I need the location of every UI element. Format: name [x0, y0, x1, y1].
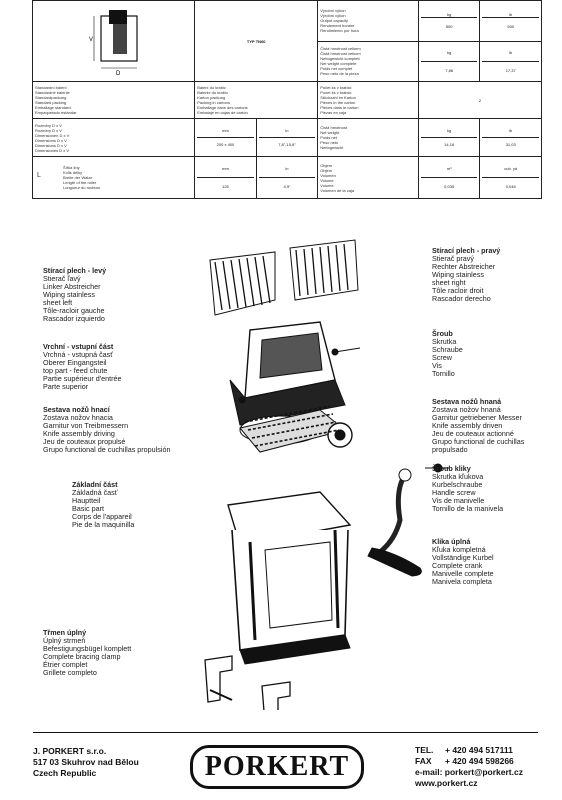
fax-value: + 420 494 598266: [445, 756, 514, 766]
wiper-right-icon: [290, 240, 358, 300]
label-screw: Šroub Skrutka Schraube Screw Vis Tornillo: [432, 329, 463, 378]
pieces-labels: Počet ks v krabici Počet ks v krabici Stückzahl im Karton Pieces in the carton Pièces dans le carton Piezas en caja: [318, 82, 419, 119]
carton-labels: Balení do krabic Balenie do krabíc Karton packung Packing in cartons Emballage dans des cartons Embalaje en cajas de cartón: [195, 82, 318, 119]
basic-part-icon: [228, 492, 350, 664]
label-wiper-left: Stírací plech - levý Stierač ľavý Linker Abstreicher Wiping stainless sheet left Tôle-racloir gauche Rascador izquierdo: [43, 266, 107, 323]
label-crank: Klika úplná Kľuka kompletná Vollständige Kurbel Complete crank Manivelle complete Manivela completa: [432, 537, 494, 586]
company-street: 517 03 Skuhrov nad Bělou: [33, 757, 139, 767]
gross-kg: kg 14,16: [418, 119, 480, 157]
porkert-logo: PORKERT: [190, 745, 364, 789]
contact-info: [415, 745, 523, 789]
width-labels: L Šířka tiny Kolik délky Breite der Walze Length of the roller Longueur du rouleau: [33, 157, 195, 199]
volume-labels: Objem Objem Volumen Volume Volume Volumen de la caja: [318, 157, 419, 199]
feed-chute-icon: [230, 322, 345, 425]
label-knife-driven: Sestava nožů hnaná Zostava nožov hnaná Garnitur getriebener Messer Knife assembly driven Jeu de couteaux actionné Grupo functional de cuchillas propulsado: [432, 397, 525, 454]
gross-lb: lb 31,03: [480, 119, 542, 157]
dimension-labels: Rozměry D x V Rozmery D x V Dimensionen D x V Dimensions D x V Dimensions D x V Dimensiones D x V: [33, 119, 195, 157]
width-mm: mm 125: [195, 157, 257, 199]
volume-m3: m³ 0,035: [418, 157, 480, 199]
screw-icon: [332, 348, 360, 355]
fax-label: FAX: [415, 756, 432, 766]
company-name: J. PORKERT s.r.o.: [33, 746, 107, 756]
crank-icon: [368, 469, 421, 576]
company-country: Czech Republic: [33, 768, 97, 778]
label-handle-screw: Šroub kliky Skrutka kľukova Kurbelschraube Handle screw Vis de manivelle Tornillo de la manivela: [432, 464, 504, 513]
label-feed-chute: Vrchní - vstupní část Vrchná - vstupná časť Oberer Eingangsteil top part - feed chute Partie supérieur d'entrée Parte superior: [43, 342, 122, 391]
email-link[interactable]: porkert@porkert.cz: [444, 767, 523, 777]
label-knife-driving: Sestava nožů hnací Zostava nožov hnacia Garnitur von Treibmessern Knife assembly driving Jeu de couteaux propulsé Grupo functional de cuchillas propulsión: [43, 405, 171, 454]
machine-sketch-icon: [69, 6, 159, 76]
machine-dimension-sketch: [33, 1, 195, 82]
pieces-value: 2: [418, 82, 541, 119]
production-value-kg: kg 500: [418, 1, 480, 42]
svg-text:V: V: [88, 36, 93, 43]
email-label: e-mail:: [415, 767, 443, 777]
weight-labels: Čistá hmotnost celkem Čistá hmotnost celkom Nettogewicht komplett Net weight complete Poids net complet Peso neto de la pieza: [318, 41, 419, 82]
label-clamp: Třmen úplný Úplný strmeň Befestigungsbügel komplett Complete bracing clamp Étrier complet Grillete completo: [43, 628, 132, 677]
web-link[interactable]: www.porkert.cz: [415, 778, 478, 788]
tel-label: TEL.: [415, 745, 434, 755]
tel-value: + 420 494 517111: [445, 745, 513, 755]
type-title: TYP TN60: [195, 1, 318, 82]
production-value-lb: lb 500: [480, 1, 542, 42]
packaging-labels: Standardní balení Standardné balenie Standardpackung Standard packing Emballage standard Empaquetado estándar: [33, 82, 195, 119]
label-basic-part: Základní část Základná časť Hauptteil Basic part Corps de l'appareil Pie de la maquinilla: [72, 480, 135, 529]
company-address: [33, 746, 139, 779]
bolt-icon: [239, 397, 245, 403]
volume-cubyd: cub. yd 0,046: [480, 157, 542, 199]
width-letter: L: [37, 172, 41, 179]
dimension-in: in 7,8"-15,8": [256, 119, 318, 157]
spec-table: [32, 0, 542, 199]
footer-divider: [33, 732, 538, 733]
weight-value-lb: lb 17,37: [480, 41, 542, 82]
svg-text:D: D: [115, 70, 120, 76]
production-labels: Výrobní výkon Výrobní výkon Output capacity Rendement horaire Rendimiento por hora: [318, 1, 419, 42]
wiper-left-icon: [210, 252, 275, 315]
dimension-mm: mm 200 x 400: [195, 119, 257, 157]
width-in: in 4,9": [256, 157, 318, 199]
label-wiper-right: Stírací plech - pravý Stierač pravý Rechter Abstreicher Wiping stainless sheet right Tôle racloir droit Rascador derecho: [432, 246, 501, 303]
weight-value-kg: kg 7,86: [418, 41, 480, 82]
gross-labels: Čistá hmotnost Net weight Poids net Peso neto Nettogewicht: [318, 119, 419, 157]
